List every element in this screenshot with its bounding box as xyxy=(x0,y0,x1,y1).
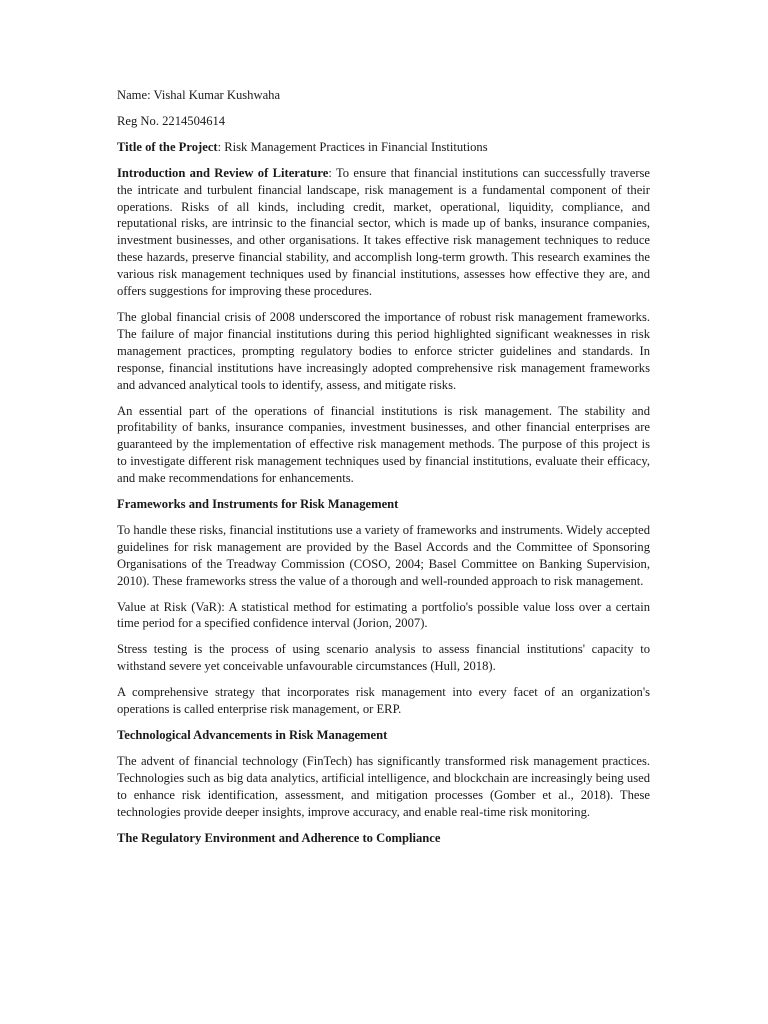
document-page xyxy=(117,87,650,855)
frameworks-paragraph-var: Value at Risk (VaR): A statistical method for estimating a portfolio's possible value loss over a certain time period for a specified confidence interval (Jorion, 2007). xyxy=(117,599,650,631)
intro-paragraph-3: An essential part of the operations of financial institutions is risk management. The stability and profitability of banks, insurance companies, investment businesses, and other financial enterprises are guaranteed by the implementation of effective risk management methods. The purpose of this project is to investigate different risk management techniques used by financial institutions, evaluate their efficacy, and make recommendations for enhancements. xyxy=(117,403,650,486)
technology-heading: Technological Advancements in Risk Management xyxy=(117,728,388,742)
technology-paragraph-1: The advent of financial technology (FinTech) has significantly transformed risk management practices. Technologies such as big data analytics, artificial intelligence, and blockchain are increasingly being used to enhance risk identification, assessment, and mitigation processes (Gomber et al., 2018). These technologies provide deeper insights, improve accuracy, and enable real-time risk monitoring. xyxy=(117,753,650,819)
intro-paragraph-1 xyxy=(117,165,650,300)
project-title xyxy=(117,139,650,156)
project-title-label: Title of the Project xyxy=(117,139,218,154)
author-name: Name: Vishal Kumar Kushwaha xyxy=(117,88,281,102)
intro-paragraph-1-text: : To ensure that financial institutions can successfully traverse the intricate and turbulent financial landscape, risk management is a fundamental component of their operations. Risks of all kinds, including credit, market, operational, liquidity, compliance, and reputational risks, are intrinsic to the financial sector, which is made up of banks, insurance companies, investment businesses, and other organisations. It takes effective risk management techniques to reduce these hazards, preserve financial stability, and accomplish long-term growth. This research examines the various risk management techniques used by financial institutions, assesses how effective they are, and offers suggestions for improving these procedures. xyxy=(117,165,651,299)
frameworks-paragraph-erm: A comprehensive strategy that incorporates risk management into every facet of an organization's operations is called enterprise risk management, or ERP. xyxy=(117,685,650,717)
frameworks-paragraph-stress-testing: Stress testing is the process of using scenario analysis to assess financial institutions' capacity to withstand severe yet conceivable unfavourable circumstances (Hull, 2018). xyxy=(117,642,650,674)
frameworks-heading: Frameworks and Instruments for Risk Management xyxy=(117,497,399,512)
project-title-text: : Risk Management Practices in Financial Institutions xyxy=(217,139,488,154)
intro-section-label: Introduction and Review of Literature xyxy=(117,165,329,180)
intro-paragraph-2: The global financial crisis of 2008 underscored the importance of robust risk management frameworks. The failure of major financial institutions during this period highlighted significant weaknesses in risk management practices, prompting regulatory bodies to enforce stricter guidelines and standards. In response, financial institutions have increasingly adopted comprehensive risk management frameworks and advanced analytical tools to identify, assess, and mitigate risks. xyxy=(117,309,650,392)
frameworks-paragraph-1: To handle these risks, financial institutions use a variety of frameworks and instruments. Widely accepted guidelines for risk management are provided by the Basel Accords and the Committee of Sponsoring Organisations of the Treadway Commission (COSO, 2004; Basel Committee on Banking Supervision, 2010). These frameworks stress the value of a thorough and well-rounded approach to risk management. xyxy=(117,522,650,588)
registration-number: Reg No. 2214504614 xyxy=(117,113,226,128)
regulatory-heading: The Regulatory Environment and Adherence to Compliance xyxy=(117,830,441,845)
